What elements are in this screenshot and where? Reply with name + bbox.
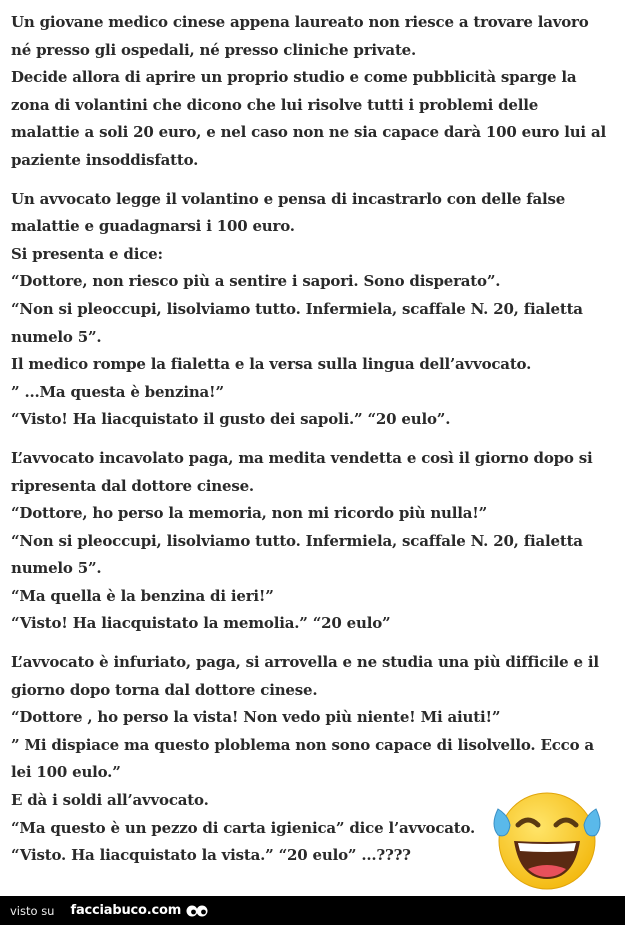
footer-bar <box>0 896 625 925</box>
eyes-icon <box>186 904 208 918</box>
text-line: “Dottore, non riesco più a sentire i sapori. Sono disperato”. <box>11 272 501 291</box>
text-line: “Visto! Ha liacquistato il gusto dei sapoli.” “20 eulo”. <box>11 410 451 429</box>
text-line: ” ...Ma questa è benzina!” <box>11 382 224 401</box>
text-line: Decide allora di aprire un proprio studio e come pubblicità sparge la <box>11 68 577 87</box>
paragraph <box>11 186 607 434</box>
paragraph <box>11 445 607 638</box>
text-line: “Visto. Ha liacquistato la vista.” “20 eulo” ...???? <box>11 846 411 865</box>
story-text <box>11 9 607 881</box>
laughing-tears-emoji-icon <box>488 783 606 893</box>
text-line: Un giovane medico cinese appena laureato non riesce a trovare lavoro <box>11 13 589 31</box>
text-line: Si presenta e dice: <box>11 244 163 263</box>
text-line: zona di volantini che dicono che lui risolve tutti i problemi delle <box>11 95 539 114</box>
text-line: ” Mi dispiace ma questo ploblema non sono capace di lisolvello. Ecco a <box>11 735 594 754</box>
site-link[interactable]: facciabuco.com <box>70 903 182 918</box>
text-line: malattie a soli 20 euro, e nel caso non ne sia capace darà 100 euro lui al <box>11 123 606 142</box>
text-line: “Dottore , ho perso la vista! Non vedo più niente! Mi aiuti!” <box>11 708 501 727</box>
text-line: Un avvocato legge il volantino e pensa di incastrarlo con delle false <box>11 189 566 208</box>
text-line: lei 100 eulo.” <box>11 763 121 782</box>
text-line: E dà i soldi all’avvocato. <box>11 791 209 810</box>
text-line: “Visto! Ha liacquistato la memolia.” “20 eulo” <box>11 614 391 633</box>
text-line: né presso gli ospedali, né presso cliniche private. <box>11 40 417 59</box>
text-line: “Ma questo è un pezzo di carta igienica” dice l’avvocato. <box>11 818 476 837</box>
text-line: “Ma quella è la benzina di ieri!” <box>11 586 274 605</box>
text-line: giorno dopo torna dal dottore cinese. <box>11 680 318 699</box>
text-line: “Non si pleoccupi, lisolviamo tutto. Infermiela, scaffale N. 20, fialetta <box>11 299 583 318</box>
paragraph <box>11 9 607 175</box>
text-line: Il medico rompe la fialetta e la versa sulla lingua dell’avvocato. <box>11 355 532 374</box>
visto-su-label: visto su <box>10 903 55 918</box>
text-line: numelo 5”. <box>11 327 102 346</box>
text-line: paziente insoddisfatto. <box>11 150 199 169</box>
text-line: numelo 5”. <box>11 559 102 578</box>
text-line: ripresenta dal dottore cinese. <box>11 476 254 495</box>
text-line: L’avvocato è infuriato, paga, si arrovella e ne studia una più difficile e il <box>11 653 599 672</box>
text-line: “Non si pleoccupi, lisolviamo tutto. Infermiela, scaffale N. 20, fialetta <box>11 531 583 550</box>
text-line: malattie e guadagnarsi i 100 euro. <box>11 217 295 236</box>
text-line: L’avvocato incavolato paga, ma medita vendetta e così il giorno dopo si <box>11 448 593 467</box>
text-line: “Dottore, ho perso la memoria, non mi ricordo più nulla!” <box>11 504 488 523</box>
